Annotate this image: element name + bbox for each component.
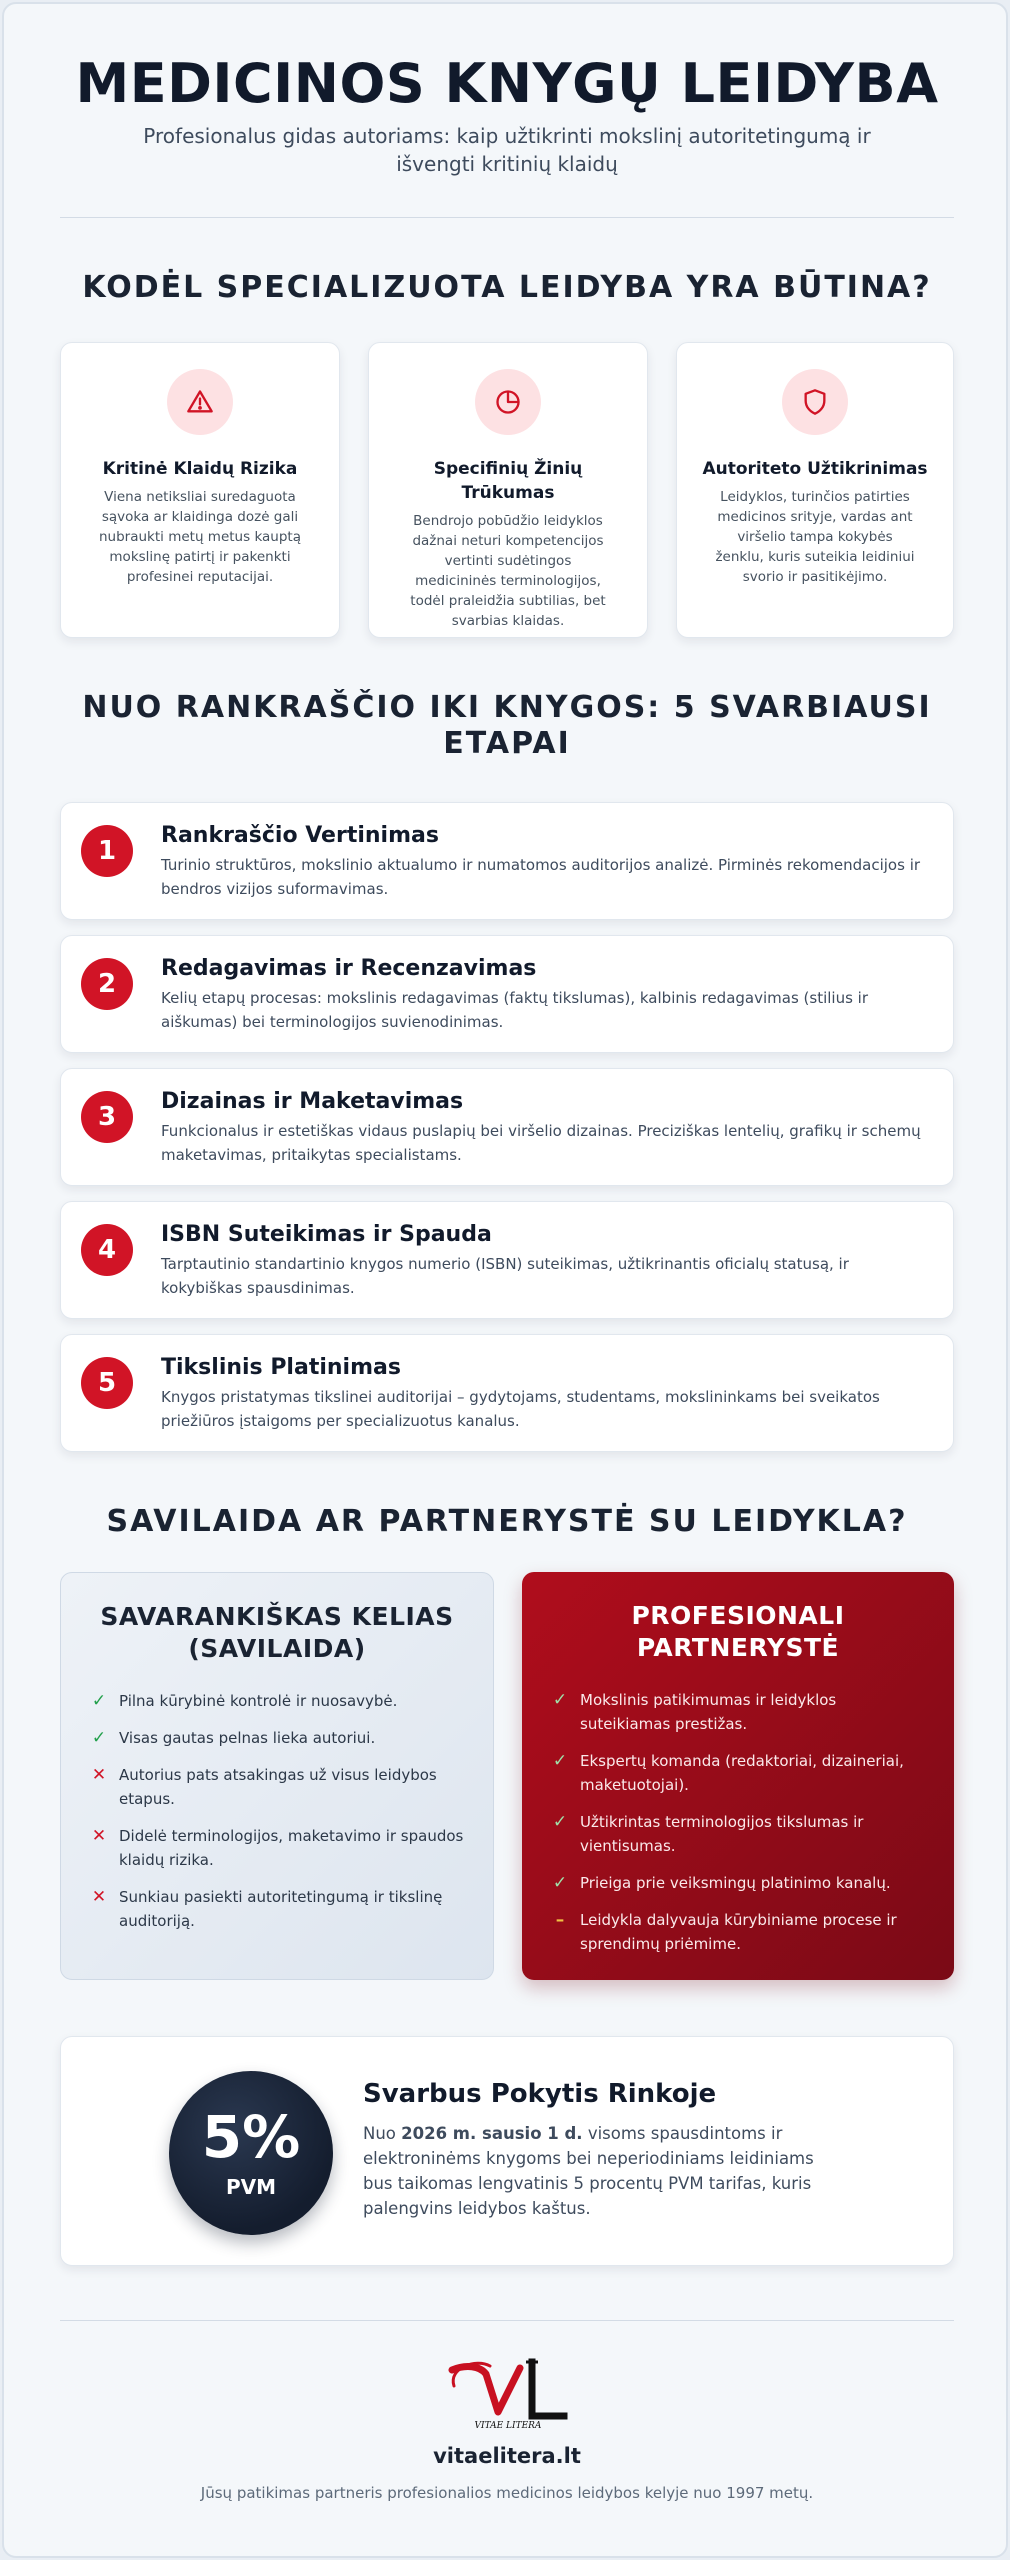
list-item: ✕ Didelė terminologijos, maketavimo ir spaudos klaidų rizika. — [89, 1824, 469, 1872]
step-title: Redagavimas ir Recenzavimas — [161, 956, 537, 981]
svg-text:VITAE LITERA: VITAE LITERA — [474, 2421, 542, 2431]
vat-text: Nuo 2026 m. sausio 1 d. visoms spausdintoms ir elektroninėms knygoms bei neperiodiniams leidiniams bus taikomas lengvatinis 5 procentų PVM tarifas, kuris palengvins leidybos kaštus. — [363, 2124, 814, 2218]
self-publishing-title: SAVARANKIŠKAS KELIAS (SAVILAIDA) — [100, 1602, 454, 1663]
step-card — [60, 1334, 954, 1452]
why-card-text: Viena netiksliai suredaguota sąvoka ar klaidinga dozė gali nubraukti metų metus kauptą mokslinę patirtį ir pakenkti profesinei reputacijai. — [99, 489, 301, 585]
list-item: ✓ Mokslinis patikimumas ir leidyklos suteikiamas prestižas. — [550, 1688, 930, 1736]
vitae-litera-logo — [446, 2356, 570, 2432]
check-icon: ✓ — [552, 1873, 568, 1893]
vat-percent: 5% — [201, 2103, 301, 2171]
step-number-badge: 5 — [81, 1357, 133, 1409]
step-text: Turinio struktūros, mokslinio aktualumo ir numatomos auditorijos analizė. Pirminės rekomendacijos ir bendros vizijos suformavimas. — [161, 856, 921, 898]
steps-section-title: NUO RANKRAŠČIO IKI KNYGOS: 5 SVARBIAUSI ETAPAI — [82, 690, 932, 761]
footer-site-link[interactable]: vitaelitera.lt — [433, 2444, 581, 2468]
list-item: ✓ Visas gautas pelnas lieka autoriui. — [89, 1726, 469, 1750]
infographic-page — [2, 2, 1008, 2558]
list-item: ✓ Užtikrintas terminologijos tikslumas ir vientisumas. — [550, 1810, 930, 1858]
why-card-title: Specifinių Žinių Trūkumas — [433, 459, 583, 503]
why-card-risk — [60, 342, 340, 638]
check-icon: ✓ — [91, 1728, 107, 1748]
step-number-badge: 2 — [81, 958, 133, 1010]
list-item: ✓ Prieiga prie veiksmingų platinimo kanalų. — [550, 1871, 930, 1895]
step-number-badge: 1 — [81, 825, 133, 877]
why-card-title: Autoriteto Užtikrinimas — [702, 459, 928, 479]
step-card — [60, 1068, 954, 1186]
why-section-title: KODĖL SPECIALIZUOTA LEIDYBA YRA BŪTINA? — [82, 270, 932, 305]
check-icon: ✓ — [91, 1691, 107, 1711]
check-icon: ✓ — [552, 1812, 568, 1832]
cross-icon: ✕ — [91, 1826, 107, 1846]
list-item: ✓ Ekspertų komanda (redaktoriai, dizaineriai, maketuotojai). — [550, 1749, 930, 1797]
list-item: ✓ Pilna kūrybinė kontrolė ir nuosavybė. — [89, 1689, 469, 1713]
why-card-text: Leidyklos, turinčios patirties medicinos srityje, vardas ant viršelio tampa kokybės ženklu, kuris suteikia leidiniui svorio ir pasitikėjimo. — [715, 489, 915, 585]
step-text: Tarptautinio standartinio knygos numerio (ISBN) suteikimas, užtikrinantis oficialų statusą, ir kokybiškas spausdinimas. — [161, 1255, 849, 1297]
pie-chart-icon — [475, 369, 541, 435]
step-text: Knygos pristatymas tikslinei auditorijai – gydytojams, studentams, mokslininkams bei sveikatos priežiūros įstaigoms per specializuotus kanalus. — [161, 1388, 880, 1430]
self-publishing-box — [60, 1572, 494, 1980]
partnership-title: PROFESIONALI PARTNERYSTĖ — [631, 1601, 845, 1662]
step-number-badge: 4 — [81, 1224, 133, 1276]
why-card-authority — [676, 342, 954, 638]
divider — [60, 217, 954, 218]
footer-tagline: Jūsų patikimas partneris profesionalios medicinos leidybos kelyje nuo 1997 metų. — [200, 2484, 814, 2502]
shield-icon — [782, 369, 848, 435]
list-item: ✕ Sunkiau pasiekti autoritetingumą ir tikslinę auditoriją. — [89, 1885, 469, 1933]
step-number-badge: 3 — [81, 1091, 133, 1143]
vat-badge — [169, 2071, 333, 2235]
minus-icon: – — [555, 1910, 565, 1930]
vat-label: PVM — [225, 2175, 277, 2199]
why-card-text: Bendrojo pobūdžio leidyklos dažnai neturi kompetencijos vertinti sudėtingos medicininės terminologijos, todėl praleidžia subtilias, bet svarbias klaidas. — [410, 513, 606, 629]
cross-icon: ✕ — [91, 1765, 107, 1785]
step-text: Kelių etapų procesas: mokslinis redagavimas (faktų tikslumas), kalbinis redagavimas (stilius ir aiškumas) bei terminologijos suvienodinimas. — [161, 989, 869, 1031]
step-title: Tikslinis Platinimas — [161, 1355, 401, 1380]
why-card-title: Kritinė Klaidų Rizika — [102, 459, 298, 479]
divider — [60, 2320, 954, 2321]
step-card — [60, 1201, 954, 1319]
page-subtitle: Profesionalus gidas autoriams: kaip užtikrinti mokslinį autoritetingumą ir išvengti kritinių klaidų — [143, 124, 871, 176]
vat-card — [60, 2036, 954, 2266]
warning-triangle-icon — [167, 369, 233, 435]
step-title: Rankraščio Vertinimas — [161, 823, 439, 848]
step-title: Dizainas ir Maketavimas — [161, 1089, 464, 1114]
step-text: Funkcionalus ir estetiškas vidaus puslapių bei viršelio dizainas. Preciziškas lentelių, grafikų ir schemų maketavimas, pritaikytas specialistams. — [161, 1122, 921, 1164]
partnership-box — [522, 1572, 954, 1980]
cross-icon: ✕ — [91, 1887, 107, 1907]
compare-section-title: SAVILAIDA AR PARTNERYSTĖ SU LEIDYKLA? — [106, 1504, 908, 1539]
list-item: ✕ Autorius pats atsakingas už visus leidybos etapus. — [89, 1763, 469, 1811]
list-item: – Leidykla dalyvauja kūrybiniame procese ir sprendimų priėmime. — [550, 1908, 930, 1956]
step-card — [60, 802, 954, 920]
why-card-knowledge — [368, 342, 648, 638]
vat-title: Svarbus Pokytis Rinkoje — [363, 2079, 717, 2109]
check-icon: ✓ — [552, 1751, 568, 1771]
step-title: ISBN Suteikimas ir Spauda — [161, 1222, 492, 1247]
check-icon: ✓ — [552, 1690, 568, 1710]
page-title: MEDICINOS KNYGŲ LEIDYBA — [75, 52, 939, 115]
step-card — [60, 935, 954, 1053]
